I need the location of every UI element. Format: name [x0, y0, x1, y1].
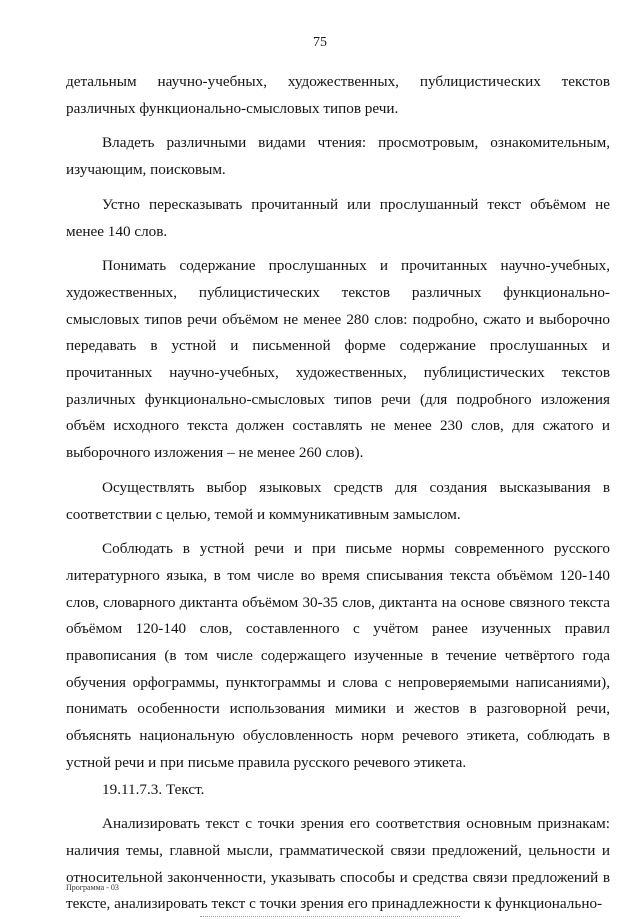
paragraph-language-means: Осуществлять выбор языковых средств для создания высказывания в соответствии с целью, темой и коммуникативным замыслом. — [66, 478, 610, 523]
document-body — [66, 69, 610, 918]
paragraph-text-analysis: Анализировать текст с точки зрения его соответствия основным признакам: наличия темы, главной мысли, грамматической связи предложений, цельности и относительной законченности, указывать способы и средства связи предложений в тексте, анализировать текст с точки зрения его принадлежности к функционально- — [66, 815, 610, 913]
scan-edge-divider — [200, 915, 460, 917]
page-number: 75 — [313, 35, 327, 50]
section-heading-text: 19.11.7.3. Текст. — [102, 780, 205, 798]
paragraph-comprehension: Понимать содержание прослушанных и прочитанных научно-учебных, художественных, публицистических текстов различных функционально-смысловых типов речи объёмом не менее 280 слов: подробно, сжато и выборочно передавать в устной и письменной форме содержание прослушанных и прочитанных научно-учебных, художественных, публицистических текстов различных функционально-смысловых типов речи (для подробного изложения объём исходного текста должен составлять не менее 230 слов, для сжатого и выборочного изложения – не менее 260 слов). — [66, 257, 610, 462]
footer-label: Программа - 03 — [66, 883, 119, 892]
paragraph-retelling: Устно пересказывать прочитанный или прослушанный текст объёмом не менее 140 слов. — [66, 195, 610, 240]
paragraph-language-norms: Соблюдать в устной речи и при письме нормы современного русского литературного языка, в том числе во время списывания текста объёмом 120-140 слов, словарного диктанта объёмом 30-35 слов, диктанта на основе связного текста объёмом 120-140 слов, составленного с учётом ранее изученных правил правописания (в том числе содержащего изученные в течение четвёртого года обучения орфограммы, пунктограммы и слова с непроверяемыми написаниями), понимать особенности использования мимики и жестов в разговорной речи, объяснять национальную обусловленность норм речевого этикета, соблюдать в устной речи и при письме правила русского речевого этикета. — [66, 540, 610, 771]
paragraph-reading-types: Владеть различными видами чтения: просмотровым, ознакомительным, изучающим, поисковым. — [66, 134, 610, 179]
paragraph-continuation: детальным научно-учебных, художественных, публицистических текстов различных функционально-смысловых типов речи. — [66, 73, 610, 117]
